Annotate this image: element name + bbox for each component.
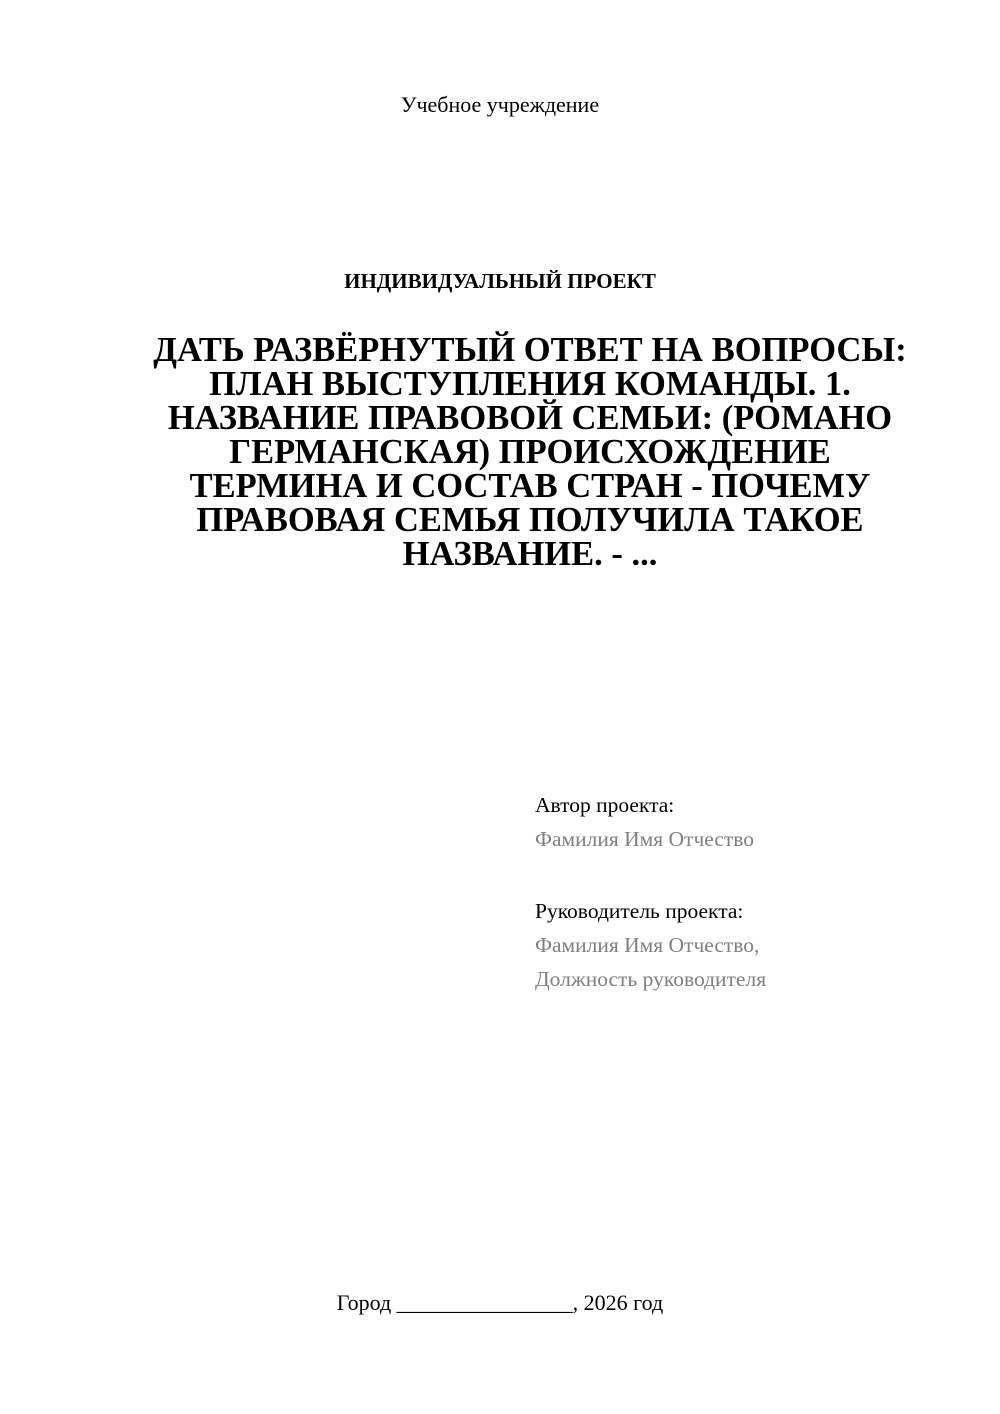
author-name: Фамилия Имя Отчество	[535, 827, 755, 851]
project-title: ДАТЬ РАЗВЁРНУТЫЙ ОТВЕТ НА ВОПРОСЫ: ПЛАН ВЫСТУПЛЕНИЯ КОМАНДЫ. 1. НАЗВАНИЕ ПРАВОВОЙ СЕМЬИ: (РОМАНО ГЕРМАНСКАЯ) ПРОИСХОЖДЕНИЕ ТЕРМИНА И СОСТАВ СТРАН - ПОЧЕМУ ПРАВОВАЯ СЕМЬЯ ПОЛУЧИЛА ТАКОЕ НАЗВАНИЕ. - ...	[153, 331, 907, 573]
supervisor-label: Руководитель проекта:	[535, 899, 744, 923]
project-type-heading: ИНДИВИДУАЛЬНЫЙ ПРОЕКТ	[344, 269, 656, 293]
author-label: Автор проекта:	[535, 793, 675, 817]
spacer	[535, 856, 975, 894]
supervisor-name: Фамилия Имя Отчество,	[535, 933, 760, 957]
supervisor-position: Должность руководителя	[535, 967, 767, 991]
author-block	[535, 788, 975, 996]
city-year-line: Город ________________, 2026 год	[336, 1290, 664, 1315]
institution-name: Учебное учреждение	[400, 92, 600, 117]
